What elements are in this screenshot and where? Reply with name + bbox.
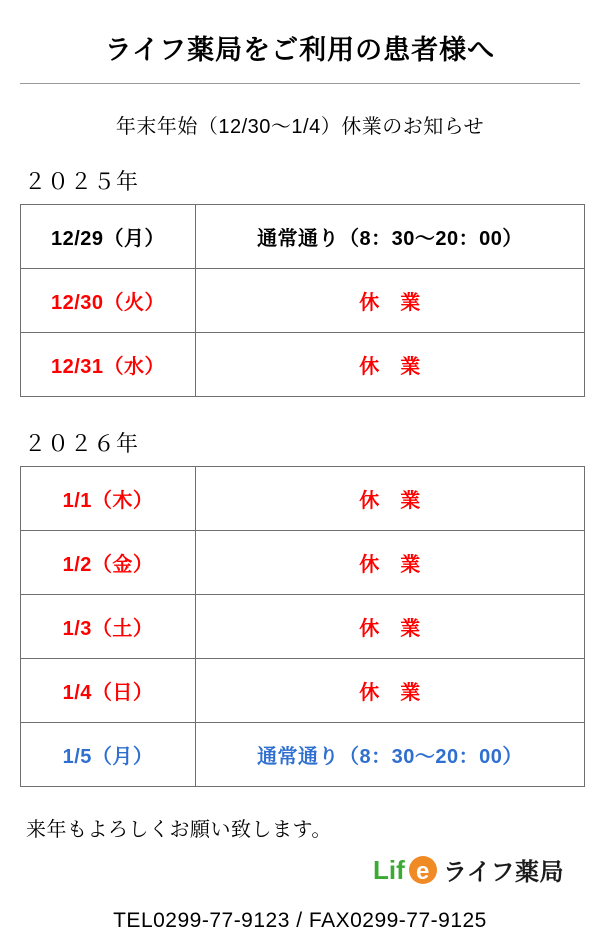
schedule-status: 休 業 xyxy=(196,659,585,723)
schedule-date: 12/31（水） xyxy=(21,333,196,397)
schedule-date: 1/3（土） xyxy=(21,595,196,659)
schedule-table-2026 xyxy=(20,466,585,787)
schedule-date: 1/4（日） xyxy=(21,659,196,723)
schedule-date: 1/2（金） xyxy=(21,531,196,595)
closing-message: 来年もよろしくお願い致します。 xyxy=(26,819,332,841)
logo-name: ライフ薬局 xyxy=(442,859,564,886)
life-logo-icon xyxy=(373,853,439,887)
table-row xyxy=(21,269,585,333)
table-row xyxy=(21,205,585,269)
schedule-status: 休 業 xyxy=(196,269,585,333)
notice-subtitle: 年末年始（12/30〜1/4）休業のお知らせ xyxy=(115,116,485,138)
schedule-date: 12/30（火） xyxy=(21,269,196,333)
table-row xyxy=(21,467,585,531)
schedule-status: 休 業 xyxy=(196,467,585,531)
schedule-date: 1/1（木） xyxy=(21,467,196,531)
table-row xyxy=(21,333,585,397)
schedule-date: 12/29（月） xyxy=(21,205,196,269)
schedule-date: 1/5（月） xyxy=(21,723,196,787)
pharmacy-logo xyxy=(18,842,582,887)
schedule-table-2025 xyxy=(20,204,585,397)
table-row xyxy=(21,531,585,595)
table-row xyxy=(21,723,585,787)
page-title: ライフ薬局をご利用の患者様へ xyxy=(104,35,496,65)
section-spacer xyxy=(18,397,582,427)
table-row xyxy=(21,659,585,723)
svg-text:Lif: Lif xyxy=(372,854,405,885)
schedule-status: 休 業 xyxy=(196,531,585,595)
svg-text:e: e xyxy=(415,857,430,885)
table-row xyxy=(21,595,585,659)
schedule-status: 通常通り（8：30〜20：00） xyxy=(196,205,585,269)
year-label-2026: ２０２６年 xyxy=(24,431,140,456)
contact-info: TEL0299-77-9123 / FAX0299-77-9125 xyxy=(113,909,487,932)
year-label-2025: ２０２５年 xyxy=(24,169,140,194)
schedule-status: 休 業 xyxy=(196,333,585,397)
schedule-status: 休 業 xyxy=(196,595,585,659)
schedule-status: 通常通り（8：30〜20：00） xyxy=(196,723,585,787)
